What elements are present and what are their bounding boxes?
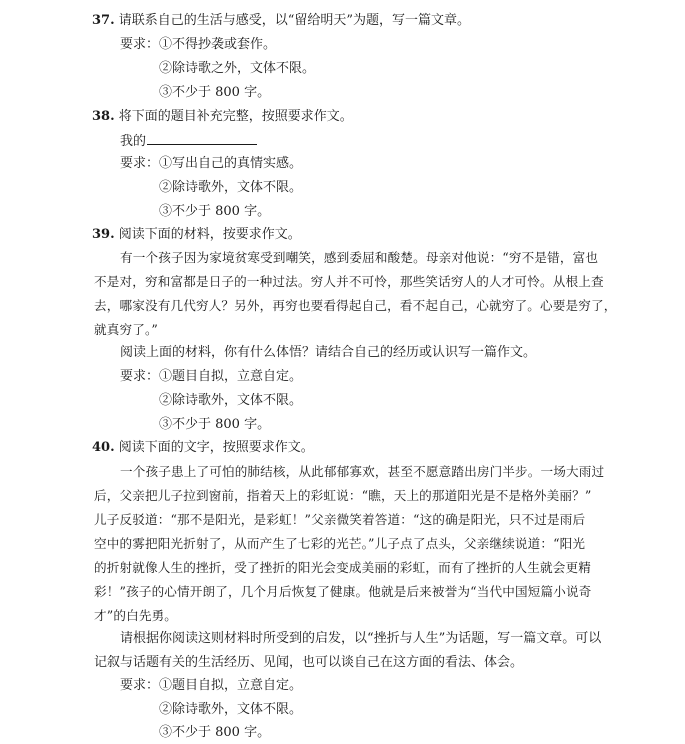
q40-passage-line-3: 儿子反驳道：“那不是阳光，是彩虹！”父亲微笑着答道：“这的确是阳光，只不过是雨后 [94, 512, 586, 527]
q39-passage-line-3: 去，哪家没有几代穷人？另外，再穷也要看得起自己，看不起自己，心就穷了。心要是穷了， [94, 298, 617, 313]
q39-heading [92, 226, 301, 244]
q39-passage-line-4: 就真穷了。” [94, 322, 159, 337]
q38-title-line [120, 131, 257, 151]
q37-prompt: 请联系自己的生活与感受，以“留给明天”为题，写一篇文章。 [118, 13, 471, 28]
q40-req-label: 要求： [120, 678, 160, 693]
q37-req1 [120, 36, 276, 54]
q40-number: 40. [92, 440, 115, 455]
q39-task: 阅读上面的材料，你有什么体悟？请结合自己的经历或认识写一篇作文。 [120, 345, 537, 360]
q38-req3: ③不少于 800 字。 [159, 204, 271, 219]
q38-req1 [120, 155, 302, 173]
q38-req-label: 要求： [120, 156, 160, 171]
q39-number: 39. [92, 227, 115, 242]
q39-req3: ③不少于 800 字。 [159, 417, 271, 432]
q40-passage-line-2: 后，父亲把儿子拉到窗前，指着天上的彩虹说：“瞧，天上的那道阳光是不是格外美丽？” [94, 488, 592, 503]
q37-req2: ②除诗歌之外，文体不限。 [159, 61, 316, 76]
q40-req3: ③不少于 800 字。 [159, 725, 271, 740]
q39-req1 [120, 368, 302, 386]
q37-heading [92, 12, 470, 30]
q40-prompt: 阅读下面的文字，按照要求作文。 [118, 440, 314, 455]
q38-heading [92, 108, 353, 126]
q39-prompt: 阅读下面的材料，按要求作文。 [118, 227, 301, 242]
q40-passage-line-4: 空中的雾把阳光折射了，从而产生了七彩的光芒。”儿子点了点头，父亲继续说道：“阳光 [94, 536, 586, 551]
q37-number: 37. [92, 13, 115, 28]
q38-title-blank [147, 131, 257, 145]
q39-passage-line-2: 不是对，穷和富都是日子的一种过法。穷人并不可怜，那些笑话穷人的人才可怜。从根上查 [94, 274, 604, 289]
q39-req1-text: ①题目自拟，立意自定。 [159, 369, 303, 384]
q40-passage-line-1: 一个孩子患上了可怕的肺结核，从此郁郁寡欢，甚至不愿意踏出房门半步。一场大雨过 [120, 464, 605, 479]
q40-req2: ②除诗歌外，文体不限。 [159, 702, 303, 717]
q39-req2: ②除诗歌外，文体不限。 [159, 393, 303, 408]
q40-task-line-1: 请根据你阅读这则材料时所受到的启发，以“挫折与人生”为话题，写一篇文章。可以 [120, 631, 602, 646]
q38-title-start: 我的 [120, 134, 147, 149]
q38-number: 38. [92, 109, 115, 124]
q40-passage-line-5: 的折射就像人生的挫折，受了挫折的阳光会变成美丽的彩虹，而有了挫折的人生就会更精 [94, 560, 592, 575]
q38-prompt: 将下面的题目补充完整，按照要求作文。 [118, 109, 353, 124]
q37-req-label: 要求： [120, 37, 160, 52]
q40-req1 [120, 677, 302, 695]
q40-task-line-2: 记叙与话题有关的生活经历、见闻，也可以谈自己在这方面的看法、体会。 [94, 655, 524, 670]
q40-passage-line-7: 才”的白先勇。 [94, 608, 178, 623]
q39-passage-line-1: 有一个孩子因为家境贫寒受到嘲笑，感到委屈和酸楚。母亲对他说：“穷不是错，富也 [120, 250, 599, 265]
q37-req1-text: ①不得抄袭或套作。 [159, 37, 277, 52]
q39-req-label: 要求： [120, 369, 160, 384]
q40-heading [92, 439, 314, 457]
q38-req1-text: ①写出自己的真情实感。 [159, 156, 303, 171]
q38-req2: ②除诗歌外，文体不限。 [159, 180, 303, 195]
q40-req1-text: ①题目自拟，立意自定。 [159, 678, 303, 693]
q37-req3: ③不少于 800 字。 [159, 85, 271, 100]
q40-passage-line-6: 彩！”孩子的心情开朗了，几个月后恢复了健康。他就是后来被誉为“当代中国短篇小说奇 [94, 584, 592, 599]
